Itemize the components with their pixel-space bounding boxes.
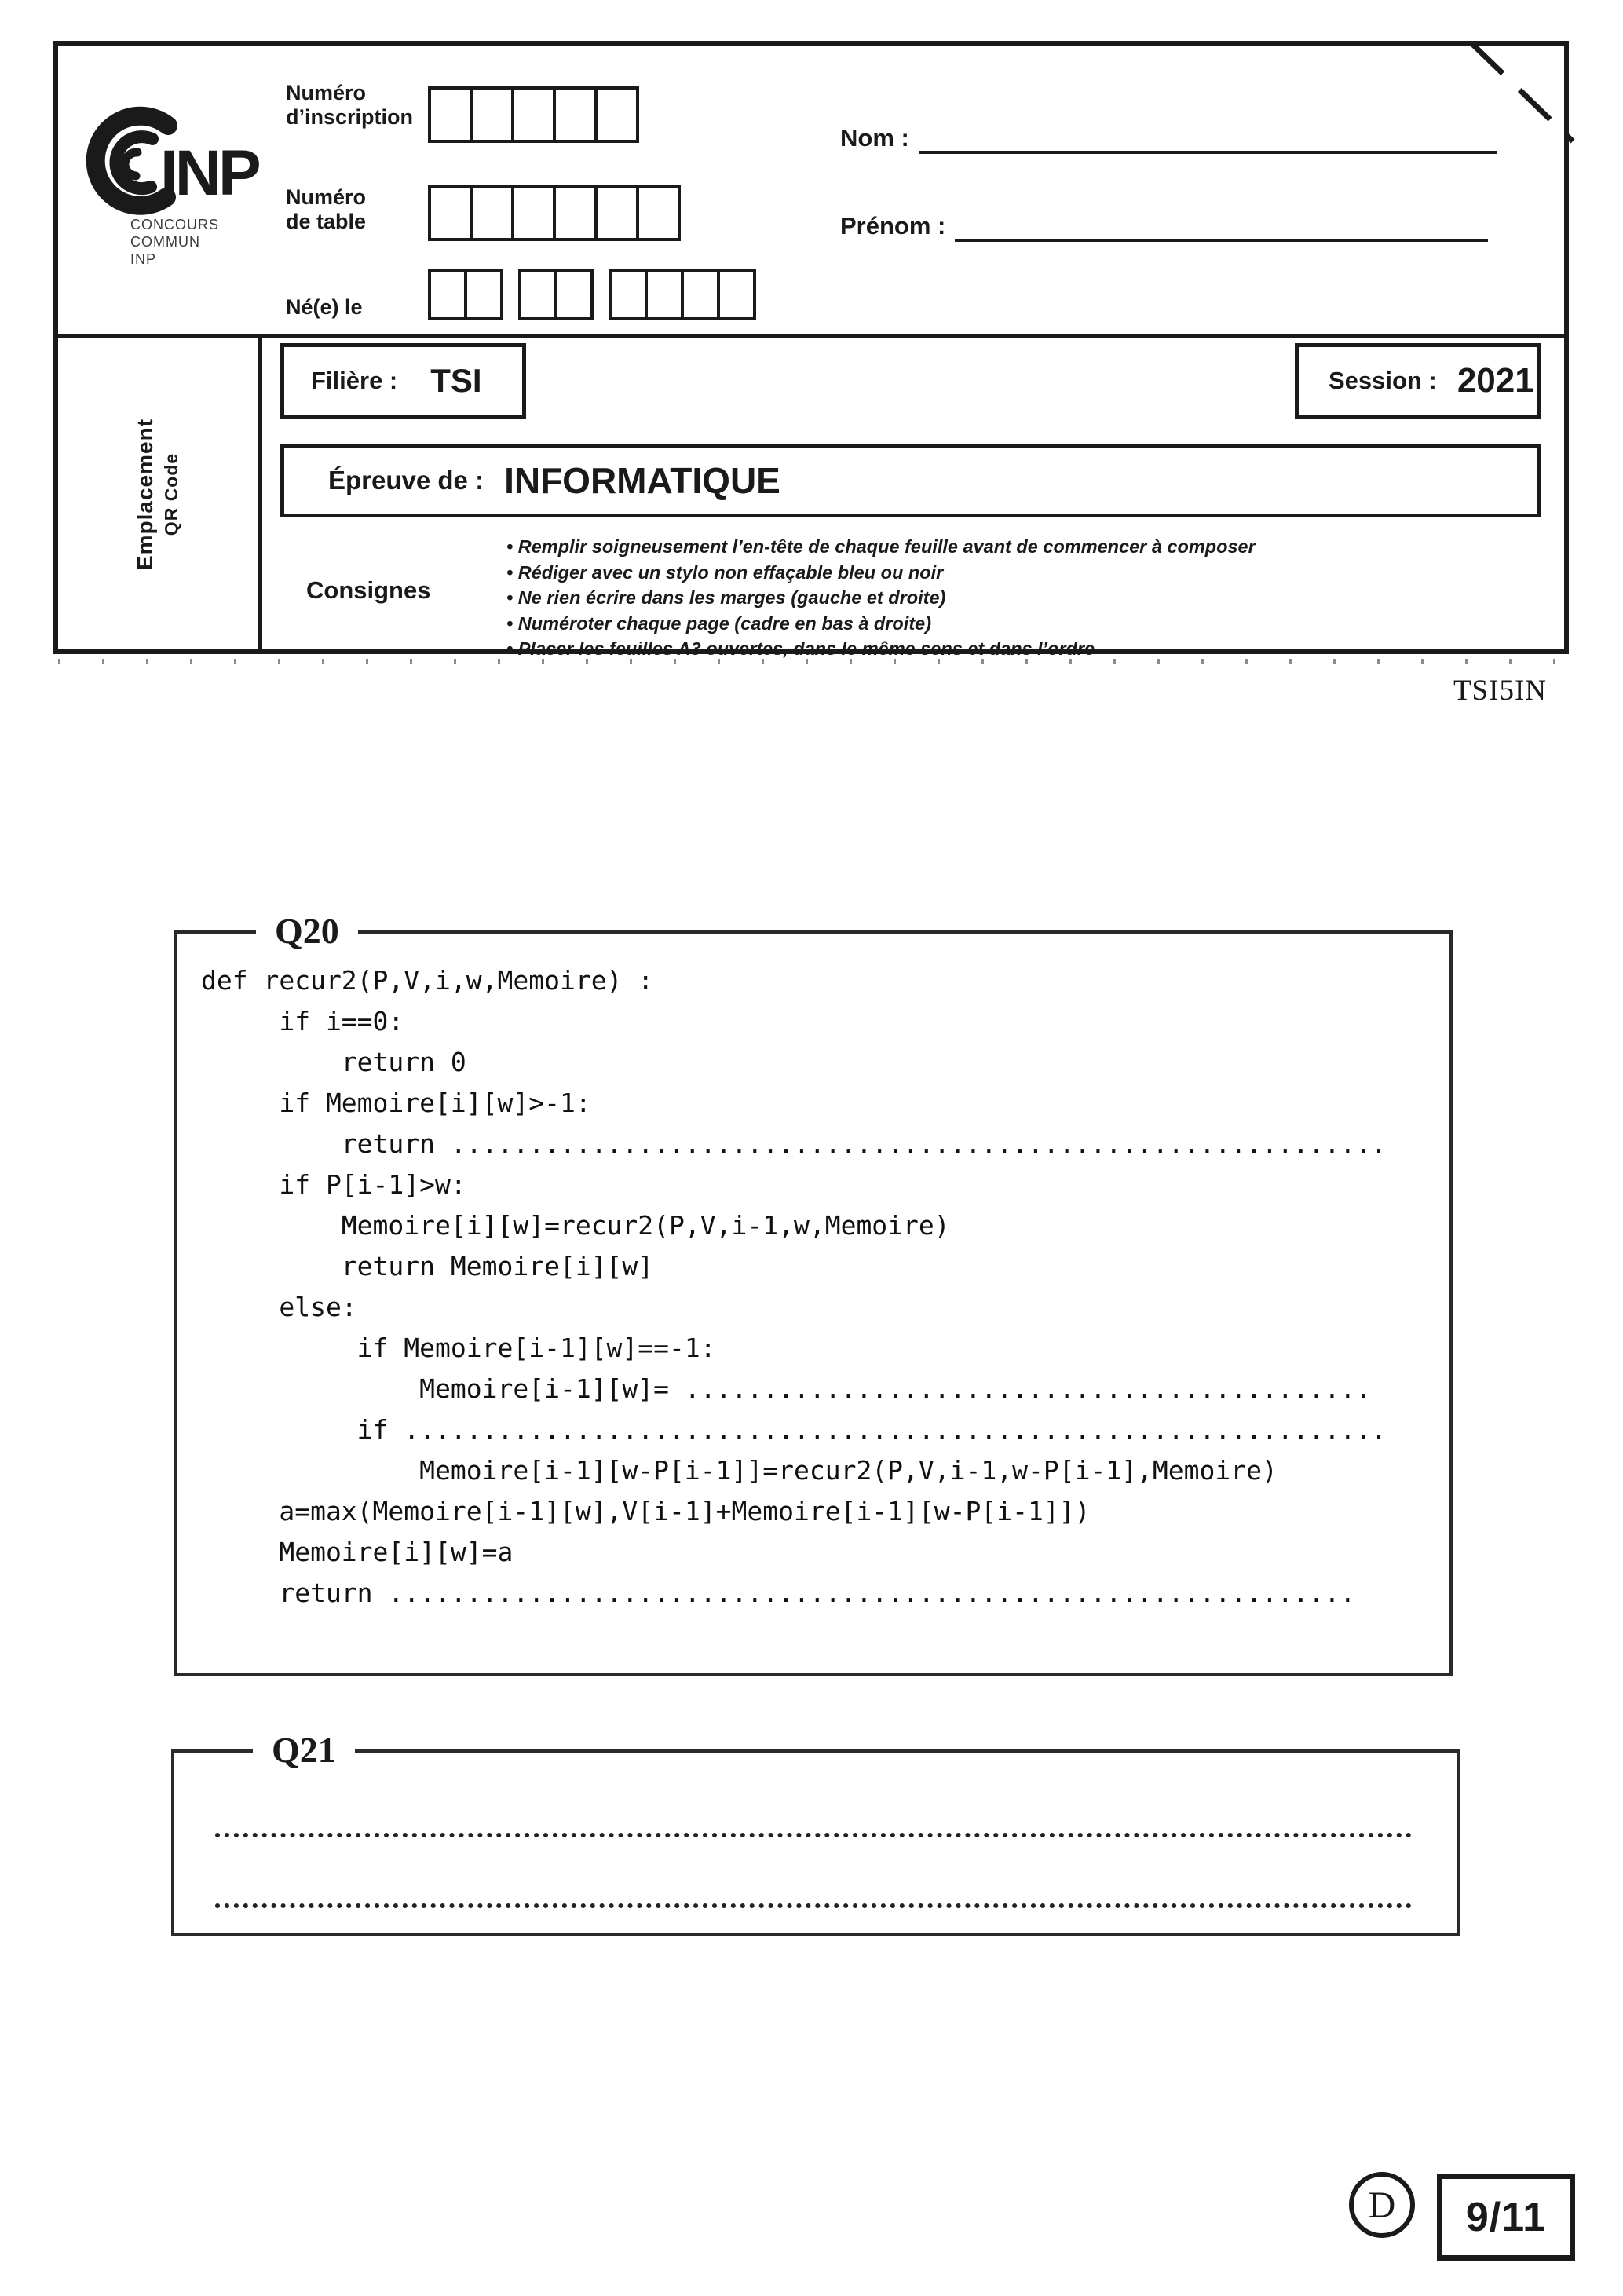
code-line: Memoire[i-1][w-P[i-1]]=recur2(P,V,i-1,w-P[i-1],Memoire) — [201, 1455, 1278, 1486]
corner-letter-badge — [1349, 2172, 1415, 2238]
code-line: a=max(Memoire[i-1][w],V[i-1]+Memoire[i-1][w-P[i-1]]) — [201, 1496, 1091, 1526]
code-line: Memoire[i][w]=a — [201, 1537, 514, 1567]
id-field-cells-0 — [428, 86, 639, 143]
subject-code: TSI5IN — [1453, 675, 1547, 707]
cell-group — [609, 269, 756, 320]
id-field-label-line: d’inscription — [286, 105, 413, 130]
consigne-item: • Ne rien écrire dans les marges (gauche et droite) — [506, 587, 946, 608]
write-in-cell — [681, 269, 720, 320]
write-in-cell — [464, 269, 503, 320]
code-line: return .............................................................. — [201, 1578, 1356, 1608]
code-line: Memoire[i-1][w]= ............................................ — [201, 1373, 1372, 1404]
write-in-cell — [518, 269, 557, 320]
filiere-value: TSI — [430, 362, 482, 399]
name-field-write-line — [955, 214, 1488, 242]
write-in-cell — [470, 86, 514, 143]
qr-label-line1: Emplacement — [133, 418, 158, 570]
inp-logo-sub-2: COMMUN — [130, 234, 200, 250]
consigne-item: • Placer les feuilles A3 ouvertes, dans le même sens et dans l’ordre — [506, 638, 1095, 659]
cell-group — [428, 86, 639, 143]
inp-logo-sub-3: INP — [130, 251, 157, 267]
corner-letter-value: D — [1368, 2184, 1396, 2226]
write-in-cell — [511, 185, 556, 241]
write-in-cell — [636, 185, 681, 241]
write-in-cell — [609, 269, 648, 320]
filiere-label: Filière : — [311, 367, 398, 394]
write-in-cell — [428, 185, 473, 241]
code-line: return 0 — [201, 1047, 466, 1077]
cut-corner-dashed-line — [1457, 38, 1582, 155]
qr-label-line2: QR Code — [161, 452, 182, 536]
q21-label: Q21 — [253, 1727, 355, 1773]
name-field-0 — [840, 124, 1497, 154]
id-field-cells-1 — [428, 185, 681, 241]
code-line: Memoire[i][w]=recur2(P,V,i-1,w,Memoire) — [201, 1210, 950, 1241]
consigne-item: • Rédiger avec un stylo non effaçable bleu ou noir — [506, 561, 944, 583]
write-in-cell — [553, 185, 598, 241]
cell-group — [518, 269, 594, 320]
consignes-list — [506, 534, 1256, 662]
write-in-cell — [470, 185, 514, 241]
id-field-cells-2 — [428, 269, 756, 320]
header-row-divider — [58, 334, 1564, 338]
session-box — [1295, 343, 1541, 419]
inp-logo-graphic — [75, 94, 272, 306]
answer-dotted-line — [215, 1770, 1412, 1837]
qr-column-divider — [258, 338, 262, 649]
code-line: return Memoire[i][w] — [201, 1251, 654, 1281]
header-box — [53, 41, 1569, 659]
question-box-q20 — [174, 911, 1453, 1676]
write-in-cell — [511, 86, 556, 143]
code-line: def recur2(P,V,i,w,Memoire) : — [201, 965, 654, 996]
code-line: else: — [201, 1292, 357, 1322]
epreuve-box — [280, 444, 1541, 517]
id-field-label-line: Né(e) le — [286, 295, 363, 319]
qr-code-area — [58, 338, 258, 649]
cell-group — [428, 269, 503, 320]
inp-logo — [75, 94, 272, 306]
name-field-label: Prénom : — [840, 212, 946, 239]
answer-dotted-line — [215, 1841, 1412, 1908]
id-field-label-line: Numéro — [286, 81, 367, 104]
cell-group — [428, 185, 681, 241]
code-line: if i==0: — [201, 1006, 404, 1036]
inp-logo-text: INP — [160, 137, 258, 209]
code-line: if ............................................................... — [201, 1414, 1387, 1445]
code-line: if Memoire[i-1][w]==-1: — [201, 1333, 716, 1363]
consigne-item: • Numéroter chaque page (cadre en bas à droite) — [506, 612, 932, 634]
write-in-cell — [594, 185, 639, 241]
code-line: if Memoire[i][w]>-1: — [201, 1088, 591, 1118]
name-field-label: Nom : — [840, 124, 909, 152]
session-label: Session : — [1329, 367, 1437, 394]
page-number-value: 9/11 — [1465, 2194, 1547, 2240]
write-in-cell — [594, 86, 639, 143]
consignes-label: Consignes — [306, 576, 431, 604]
q20-label: Q20 — [256, 909, 358, 954]
question-box-q21 — [171, 1730, 1460, 1936]
page-number-box — [1437, 2174, 1575, 2261]
write-in-cell — [428, 269, 467, 320]
filiere-box — [280, 343, 526, 419]
consigne-item: • Remplir soigneusement l’en-tête de chaque feuille avant de commencer à composer — [506, 536, 1256, 557]
write-in-cell — [553, 86, 598, 143]
write-in-cell — [645, 269, 684, 320]
code-line: if P[i-1]>w: — [201, 1169, 466, 1200]
name-field-1 — [840, 212, 1488, 242]
epreuve-value: INFORMATIQUE — [504, 460, 780, 501]
perforation-ticks — [58, 659, 1564, 664]
id-field-label-line: Numéro — [286, 185, 367, 209]
q20-code-block — [201, 960, 1442, 1614]
code-line: return ............................................................ — [201, 1128, 1387, 1159]
inp-logo-sub-1: CONCOURS — [130, 217, 220, 232]
write-in-cell — [428, 86, 473, 143]
session-value: 2021 — [1457, 361, 1534, 400]
name-field-write-line — [919, 126, 1497, 154]
qr-code-label — [133, 418, 182, 569]
write-in-cell — [554, 269, 594, 320]
epreuve-label: Épreuve de : — [328, 466, 484, 495]
id-field-label-line: de table — [286, 210, 367, 234]
write-in-cell — [717, 269, 756, 320]
